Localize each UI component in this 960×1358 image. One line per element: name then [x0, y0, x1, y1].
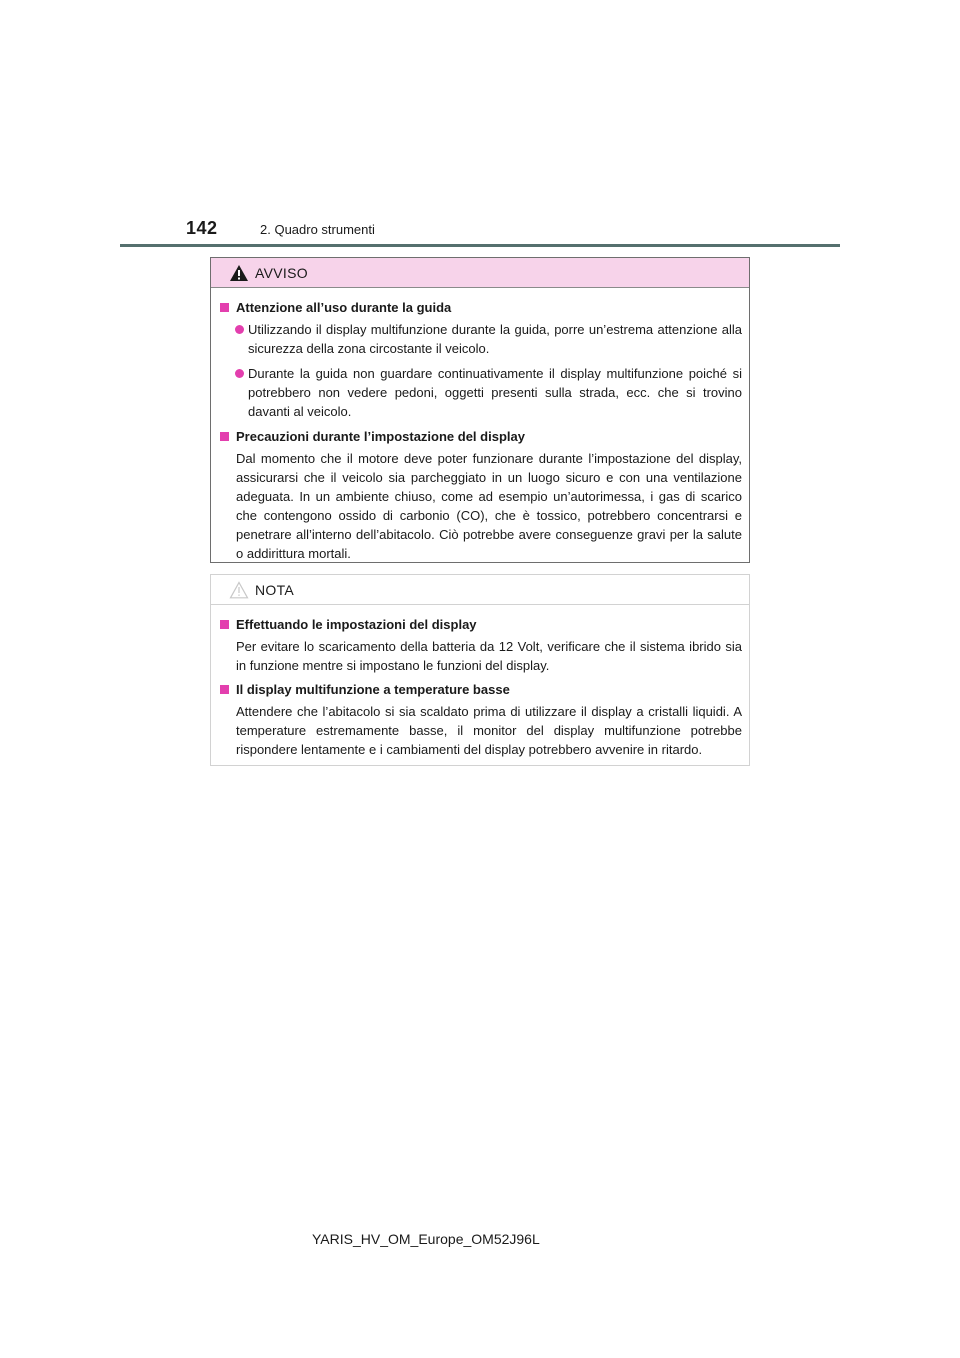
subheading: Attenzione all’uso durante la guida — [218, 298, 742, 317]
subheading: Il display multifunzione a temperature basse — [218, 680, 742, 699]
bullet-item: Utilizzando il display multifunzione durante la guida, porre un’estrema attenzione alla sicurezza della zona circostante il veicolo. — [218, 320, 742, 358]
bullet-item: Durante la guida non guardare continuativamente il display multifunzione poiché si potrebbero non vedere pedoni, oggetti presenti sulla strada, ecc. che si trovino davanti al veicolo. — [218, 364, 742, 421]
avviso-body — [211, 288, 749, 563]
subheading: Effettuando le impostazioni del display — [218, 615, 742, 634]
square-bullet-icon — [220, 303, 229, 312]
round-bullet-icon — [235, 369, 244, 378]
square-bullet-icon — [220, 620, 229, 629]
nota-box — [210, 574, 750, 766]
avviso-box — [210, 257, 750, 563]
nota-header — [211, 575, 749, 605]
subheading: Precauzioni durante l’impostazione del display — [218, 427, 742, 446]
round-bullet-icon — [235, 325, 244, 334]
paragraph: Dal momento che il motore deve poter funzionare durante l’impostazione del display, assicurarsi che il veicolo sia parcheggiato in un luogo sicuro e con una ventilazione adeguata. In un ambiente chiuso, come ad esempio un’autorimessa, i gas di scarico che contengono ossido di carbonio (CO), che è tossico, potrebbero concentrarsi e penetrare all’interno dell’abitacolo. Ciò potrebbe avere conseguenze gravi per la salute o addirittura mortali. — [236, 451, 742, 561]
paragraph: Per evitare lo scaricamento della batteria da 12 Volt, verificare che il sistema ibrido sia in funzione mentre si impostano le funzioni del display. — [236, 639, 742, 673]
square-bullet-icon — [220, 685, 229, 694]
avviso-title: AVVISO — [255, 265, 308, 281]
header-rule — [120, 244, 840, 247]
nota-title: NOTA — [255, 582, 295, 598]
nota-body — [211, 605, 749, 759]
page-number: 142 — [186, 218, 218, 238]
avviso-header — [211, 258, 749, 288]
paragraph: Attendere che l’abitacolo si sia scaldato prima di utilizzare il display a cristalli liquidi. A temperature estremamente basse, il monitor del display multifunzione potrebbe rispondere lentamente e i cambiamenti del display potrebbero avvenire in ritardo. — [236, 704, 742, 757]
section-title: 2. Quadro strumenti — [260, 222, 375, 237]
square-bullet-icon — [220, 432, 229, 441]
caution-outline-icon — [229, 581, 249, 599]
document-code: YARIS_HV_OM_Europe_OM52J96L — [312, 1231, 540, 1247]
warning-triangle-icon — [229, 264, 249, 282]
